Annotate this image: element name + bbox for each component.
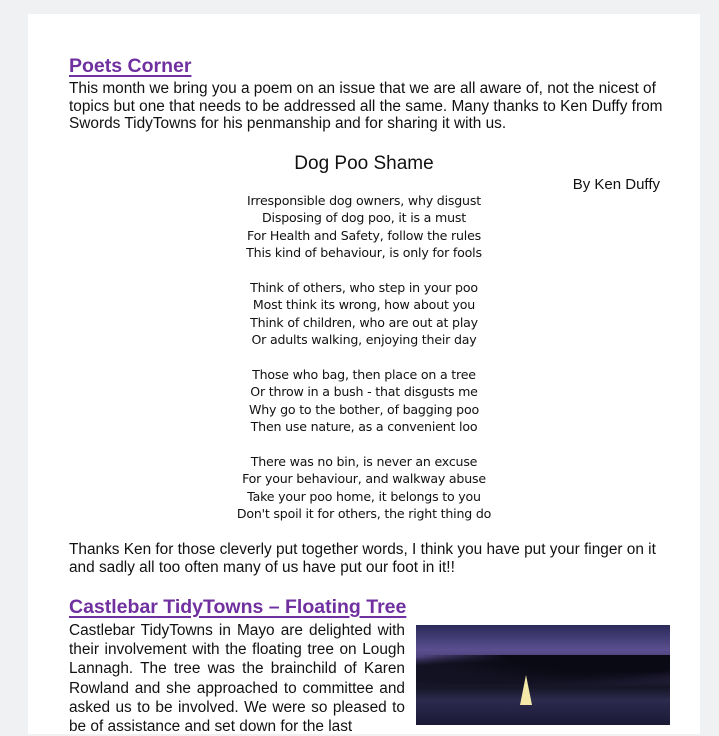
poem-line: Why go to the bother, of bagging poo (249, 401, 479, 417)
poem-line: There was no bin, is never an excuse (250, 454, 478, 470)
poem-line: Or throw in a bush - that disgusts me (250, 384, 478, 400)
document-page (28, 14, 700, 734)
poem-line: For Health and Safety, follow the rules (246, 227, 481, 243)
poem-closing: Thanks Ken for those cleverly put together words, I think you have put your finger on it and sadly all too often many of us have put our foot in it!! (69, 541, 656, 576)
poem-line: Most think its wrong, how about you (252, 297, 476, 313)
poem-stanza (28, 192, 700, 262)
poem-line: Then use nature, as a convenient loo (250, 419, 478, 435)
poem-stanza (28, 453, 700, 523)
poem-line: Or adults walking, enjoying their day (251, 332, 477, 348)
poem-stanza (28, 279, 700, 349)
poets-corner-heading: Poets Corner (69, 55, 192, 77)
poem-title: Dog Poo Shame (294, 153, 434, 174)
poem-line: Disposing of dog poo, it is a must (262, 210, 466, 226)
poem-line: Take your poo home, it belongs to you (247, 488, 481, 504)
poem-line: For your behaviour, and walkway abuse (242, 471, 486, 487)
floating-tree-photo (416, 625, 670, 725)
poets-corner-intro: This month we bring you a poem on an issue that we are all aware of, not the nicest of topics but one that needs to be addressed all the same. Many thanks to Ken Duffy from Swords TidyTowns for his penmanship and for sharing it with us. (69, 80, 663, 133)
poem-line: Think of children, who are out at play (250, 314, 478, 330)
poem-line: Don't spoil it for others, the right thing do (236, 506, 492, 522)
poem-line: This kind of behaviour, is only for fools (246, 245, 482, 261)
poem-line: Irresponsible dog owners, why disgust (247, 193, 481, 208)
poem-byline: By Ken Duffy (572, 176, 660, 193)
poem-stanza (28, 366, 700, 436)
castlebar-heading: Castlebar TidyTowns – Floating Tree (69, 596, 407, 618)
poem-line: Those who bag, then place on a tree (252, 367, 476, 383)
castlebar-body: Castlebar TidyTowns in Mayo are delighted with their involvement with the floating tree on Lough Lannagh. The tree was the brainchild of Karen Rowland and she approached to committee and asked us to be involved. We were so pleased to be of assistance and set down for the last (69, 622, 405, 736)
christmas-tree-lights (520, 675, 532, 705)
poem-line: Think of others, who step in your poo (250, 280, 478, 296)
poem-body (28, 192, 700, 540)
